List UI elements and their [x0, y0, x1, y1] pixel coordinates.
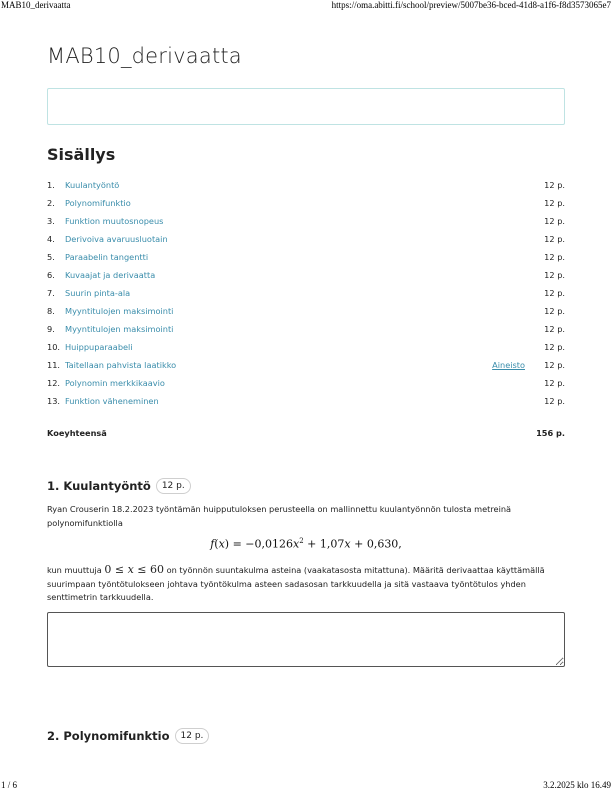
toc-item	[47, 287, 565, 305]
toc-item-link[interactable]: Suurin pinta-ala	[65, 288, 131, 298]
toc-item-points: 12 p.	[544, 252, 565, 262]
toc-item-link[interactable]: Myyntitulojen maksimointi	[65, 324, 174, 334]
toc-item	[47, 179, 565, 197]
toc-item-number: 3.	[47, 216, 55, 226]
question-1-intro: Ryan Crouserin 18.2.2023 työntämän huipputuloksen perusteella on mallinnettu kuulantyönnön tulosta metreinä polynomifunktiolla	[47, 504, 512, 528]
toc-item-link[interactable]: Polynomin merkkikaavio	[65, 378, 165, 388]
toc-item-points: 12 p.	[544, 306, 565, 316]
question-1-title: 1. Kuulantyöntö	[47, 479, 151, 493]
exam-title: MAB10_derivaatta	[47, 44, 242, 68]
question-1-body-text: on työnnön suuntakulma asteina (vaakatasosta mitattuna). Määritä derivaattaa käyttämällä suurimpaan työntötulokseen johtava työntökulma asteen sadasosan tarkkuudella ja sitä vastaava työntötulos yhden senttimetrin tarkkuudella.	[47, 565, 545, 602]
question-1-heading	[47, 478, 191, 494]
toc-item-points: 12 p.	[544, 270, 565, 280]
toc-list	[47, 179, 565, 413]
toc-item-points: 12 p.	[544, 180, 565, 190]
toc-item	[47, 197, 565, 215]
toc-item-number: 8.	[47, 306, 55, 316]
toc-item-link[interactable]: Funktion väheneminen	[65, 396, 159, 406]
toc-item-number: 1.	[47, 180, 55, 190]
toc-item-points: 12 p.	[544, 378, 565, 388]
toc-title: Sisällys	[47, 145, 116, 164]
question-2-heading	[47, 728, 209, 744]
toc-item-number: 12.	[47, 378, 61, 388]
toc-item-link[interactable]: Polynomifunktio	[65, 198, 131, 208]
print-header	[0, 0, 612, 12]
question-1-body	[47, 563, 565, 605]
toc-total-label: Koeyhteensä	[47, 428, 107, 438]
question-1-points-badge: 12 p.	[156, 478, 191, 494]
toc-item	[47, 377, 565, 395]
question-1-body-prefix: kun muuttuja	[47, 565, 102, 575]
toc-item-link[interactable]: Derivoiva avaruusluotain	[65, 234, 168, 244]
toc-item	[47, 215, 565, 233]
question-1-inline-math: 0 ≤ x ≤ 60	[104, 563, 164, 576]
toc-item-link[interactable]: Huippuparaabeli	[65, 342, 133, 352]
toc-item-material-link[interactable]: Aineisto	[492, 360, 525, 370]
toc-item	[47, 233, 565, 251]
toc-item-points: 12 p.	[544, 234, 565, 244]
toc-item-points: 12 p.	[544, 288, 565, 298]
toc-item-points: 12 p.	[544, 216, 565, 226]
toc-item-number: 7.	[47, 288, 55, 298]
toc-item-points: 12 p.	[544, 324, 565, 334]
toc-item-points: 12 p.	[544, 360, 565, 370]
toc-item-number: 11.	[47, 360, 61, 370]
toc-item-points: 12 p.	[544, 396, 565, 406]
question-2-points-badge: 12 p.	[175, 728, 210, 744]
toc-item-number: 9.	[47, 324, 55, 334]
toc-item	[47, 323, 565, 341]
toc-total-points: 156 p.	[536, 428, 565, 438]
toc-item	[47, 359, 565, 377]
print-doc-name: MAB10_derivaatta	[1, 0, 71, 10]
toc-item-link[interactable]: Paraabelin tangentti	[65, 252, 149, 262]
toc-item-number: 5.	[47, 252, 55, 262]
toc-item	[47, 269, 565, 287]
toc-total-row	[47, 428, 565, 442]
print-url: https://oma.abitti.fi/school/preview/5007be36-bced-41d8-a1f6-f8d3573065e7	[331, 0, 611, 10]
toc-item-link[interactable]: Funktion muutosnopeus	[65, 216, 164, 226]
toc-item-number: 2.	[47, 198, 55, 208]
toc-item-number: 13.	[47, 396, 61, 406]
toc-item	[47, 395, 565, 413]
question-2-title: 2. Polynomifunktio	[47, 729, 170, 743]
exam-instructions-box	[47, 88, 565, 125]
print-footer	[0, 780, 612, 792]
question-1-formula: $f(x) = -0,0126x^2 + 1,07x + 0,630$,	[210, 537, 402, 551]
toc-item-number: 10.	[47, 342, 61, 352]
toc-item-link[interactable]: Myyntitulojen maksimointi	[65, 306, 174, 316]
toc-item	[47, 251, 565, 269]
print-timestamp: 3.2.2025 klo 16.49	[543, 780, 611, 790]
toc-item-number: 6.	[47, 270, 55, 280]
toc-item-number: 4.	[47, 234, 55, 244]
toc-item-link[interactable]: Taitellaan pahvista laatikko	[65, 360, 177, 370]
toc-item	[47, 341, 565, 359]
toc-item-link[interactable]: Kuulantyöntö	[65, 180, 120, 190]
print-page-number: 1 / 6	[1, 780, 18, 790]
question-1-answer-field[interactable]	[47, 612, 565, 667]
toc-item-link[interactable]: Kuvaajat ja derivaatta	[65, 270, 156, 280]
toc-item-points: 12 p.	[544, 198, 565, 208]
toc-item-points: 12 p.	[544, 342, 565, 352]
toc-item	[47, 305, 565, 323]
